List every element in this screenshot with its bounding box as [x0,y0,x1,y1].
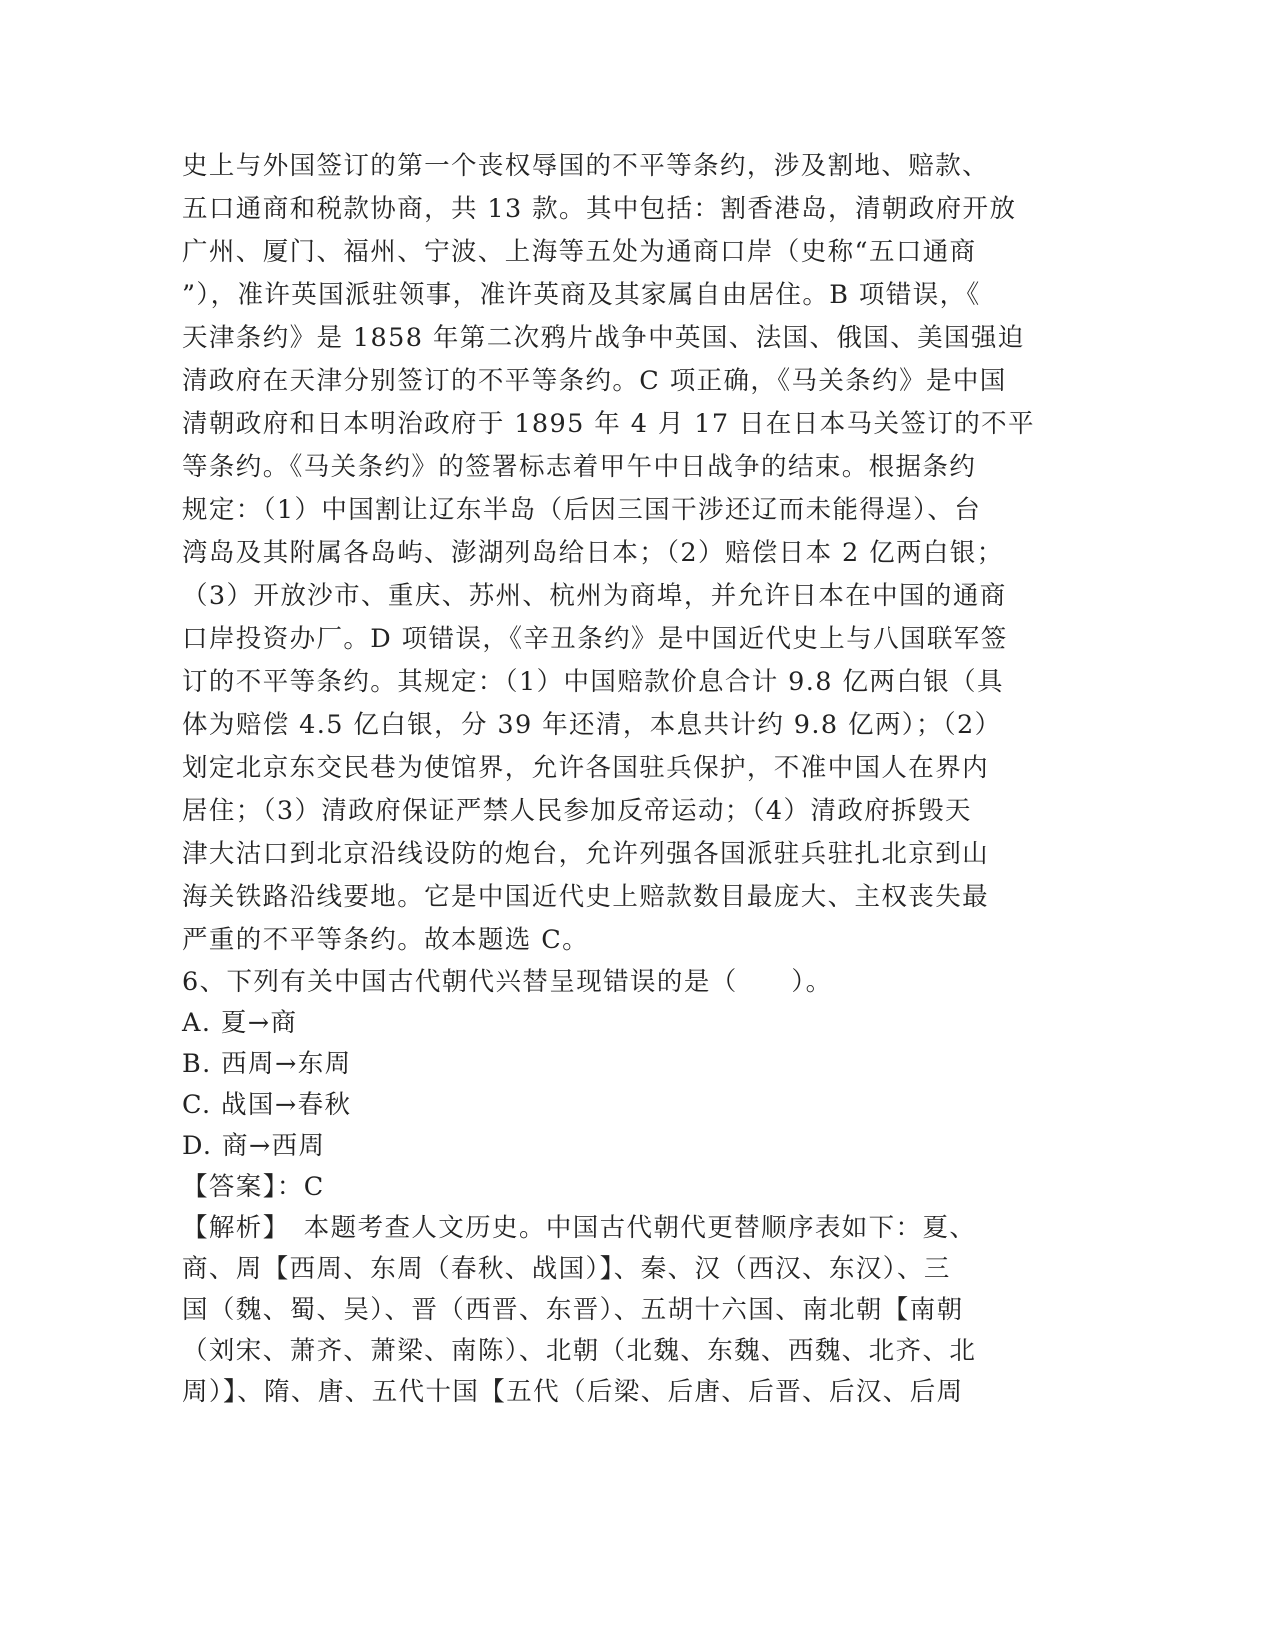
explanation-line: 天津条约》是 1858 年第二次鸦片战争中英国、法国、俄国、美国强迫 [182,323,1025,353]
explanation-line: 清政府在天津分别签订的不平等条约。C 项正确，《马关条约》是中国 [182,366,1007,396]
explanation-line: 津大沽口到北京沿线设防的炮台，允许列强各国派驻兵驻扎北京到山 [182,839,990,869]
explanation-line: 广州、厦门、福州、宁波、上海等五处为通商口岸（史称“五口通商 [182,237,977,267]
explanation-line: 居住；（3）清政府保证严禁人民参加反帝运动；（4）清政府拆毁天 [182,796,972,826]
explanation-line: 清朝政府和日本明治政府于 1895 年 4 月 17 日在日本马关签订的不平 [182,409,1035,439]
analysis-line: 周）】、隋、唐、五代十国【五代（后梁、后唐、后晋、后汉、后周 [182,1377,964,1407]
explanation-line: 五口通商和税款协商，共 13 款。其中包括：割香港岛，清朝政府开放 [182,194,1017,224]
answer-line: 【答案】：C [182,1172,325,1202]
explanation-line: 划定北京东交民巷为使馆界，允许各国驻兵保护，不准中国人在界内 [182,753,990,783]
explanation-line: 订的不平等条约。其规定：（1）中国赔款价息合计 9.8 亿两白银（具 [182,667,1004,697]
explanation-line: ”），准许英国派驻领事，准许英商及其家属自由居住。B 项错误，《 [182,280,981,310]
explanation-line: 海关铁路沿线要地。它是中国近代史上赔款数目最庞大、主权丧失最 [182,882,990,912]
analysis-line: （刘宋、萧齐、萧梁、南陈）、北朝（北魏、东魏、西魏、北齐、北 [182,1336,977,1366]
explanation-line: 史上与外国签订的第一个丧权辱国的不平等条约，涉及割地、赔款、 [182,151,990,181]
question-stem: 6、下列有关中国古代朝代兴替呈现错误的是（ ）。 [182,967,833,997]
explanation-line: 规定：（1）中国割让辽东半岛（后因三国干涉还辽而未能得逞）、台 [182,495,982,525]
explanation-line: 严重的不平等条约。故本题选 C。 [182,925,590,955]
explanation-line: 口岸投资办厂。D 项错误，《辛丑条约》是中国近代史上与八国联军签 [182,624,1008,654]
question-6 [182,962,1062,1413]
previous-explanation [182,145,1062,962]
option-d: D. 商→西周 [182,1131,326,1161]
explanation-line: 体为赔偿 4.5 亿白银，分 39 年还清，本息共计约 9.8 亿两）；（2） [182,710,1002,740]
explanation-line: 湾岛及其附属各岛屿、澎湖列岛给日本；（2）赔偿日本 2 亿两白银； [182,538,1004,568]
analysis-line: 【解析】 本题考查人文历史。中国古代朝代更替顺序表如下：夏、 [182,1213,977,1243]
option-a: A. 夏→商 [182,1008,298,1038]
explanation-line: 等条约。《马关条约》的签署标志着甲午中日战争的结束。根据条约 [182,452,977,482]
explanation-line: （3）开放沙市、重庆、苏州、杭州为商埠，并允许日本在中国的通商 [182,581,1007,611]
analysis-line: 商、周【西周、东周（春秋、战国）】、秦、汉（西汉、东汉）、三 [182,1254,951,1284]
analysis-line: 国（魏、蜀、吴）、晋（西晋、东晋）、五胡十六国、南北朝【南朝 [182,1295,964,1325]
option-c: C. 战国→春秋 [182,1090,352,1120]
option-b: B. 西周→东周 [182,1049,352,1079]
